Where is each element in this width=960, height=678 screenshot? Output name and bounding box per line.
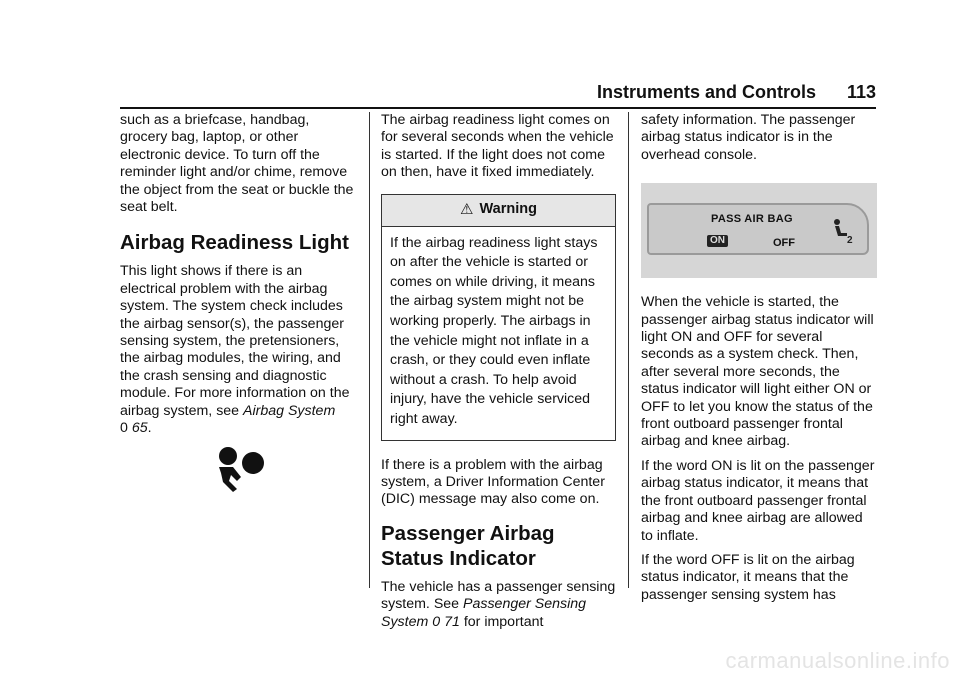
intro-paragraph: such as a briefcase, handbag, grocery bag, laptop, or other electronic device. To turn off the reminder light and/or chime, remove the object from the seat or buckle the seat belt. (120, 112, 354, 216)
sensing-text: The vehicle has a passenger sensing system. See (381, 578, 616, 613)
warning-icon: ⚠ (460, 201, 474, 219)
pass-air-bag-label: PASS AIR BAG (711, 213, 793, 226)
section-title: Instruments and Controls (596, 82, 816, 102)
passenger-seat-icon (827, 217, 855, 245)
column-1 (120, 112, 358, 445)
passenger-sensing-link[interactable]: Passenger Sensing System (381, 596, 587, 630)
passenger-sensing-page-link[interactable]: 0 71 (428, 613, 460, 630)
watermark: carmanualsonline.info (725, 648, 950, 673)
airbag-readiness-heading: Airbag Readiness Light (120, 231, 349, 255)
airbag-system-page-link[interactable]: 65 (131, 420, 148, 437)
overhead-paragraph: safety information. The passenger airbag status indicator is in the overhead console. (641, 112, 856, 163)
on-lit-paragraph: If the word ON is lit on the passenger airbag status indicator, it means that the front outboard passenger frontal airbag and knee airbag are allowed to inflate. (641, 457, 875, 544)
header-rule (120, 107, 876, 109)
warning-title: Warning (479, 201, 537, 218)
column-2 (381, 112, 616, 638)
sensing-end: for important (459, 613, 544, 630)
warning-text: If the airbag readiness light stays on after the vehicle is started or comes on while driving, it means the airbag system might not be working properly. The airbags in the vehicle might not inflate in a crash, or they could even inflate without a crash. To help avoid injury, have the vehicle serviced right away. (390, 234, 598, 427)
page-header (120, 82, 876, 106)
page-ref-prefix: 0 (120, 420, 132, 437)
off-indicator: OFF (773, 237, 795, 250)
sensing-paragraph (381, 579, 616, 631)
off-lit-paragraph: If the word OFF is lit on the airbag status indicator, it means that the passenger sensing system has (641, 551, 855, 603)
seat-suffix: 2 (847, 235, 853, 246)
readiness-on-paragraph: The airbag readiness light comes on for several seconds when the vehicle is started. If the light does not come on then, have it fixed immediately. (381, 112, 614, 181)
on-indicator: ON (707, 235, 728, 247)
system-check-paragraph: When the vehicle is started, the passenger airbag status indicator will light ON and OFF for several seconds as a system check. Then, after several more seconds, the status indicator will light either ON or OFF to let you know the status of the front outboard passenger frontal airbag and knee airbag. (641, 294, 874, 450)
column-divider-2 (628, 112, 629, 588)
warning-box (381, 194, 616, 441)
page-ref-end: . (147, 420, 152, 437)
airbag-system-link[interactable]: Airbag System (243, 402, 336, 419)
airbag-status-panel-image (641, 183, 877, 278)
readiness-text: This light shows if there is an electrical problem with the airbag system. The system check includes the airbag sensor(s), the passenger sensing system, the pretensioners, the airbag modules, the wiring, and the crash sensing and diagnostic module. For more information on the airbag system, see (120, 263, 350, 419)
airbag-readiness-icon (215, 445, 267, 493)
page-number: 113 (846, 82, 876, 102)
column-divider-1 (369, 112, 370, 588)
passenger-airbag-heading: Passenger Airbag Status Indicator (381, 521, 555, 570)
column-3 (641, 112, 877, 611)
readiness-paragraph (120, 263, 358, 437)
warning-header (382, 195, 615, 227)
dic-paragraph: If there is a problem with the airbag system, a Driver Information Center (DIC) message may also come on. (381, 456, 605, 508)
indicator-plate (647, 203, 869, 255)
